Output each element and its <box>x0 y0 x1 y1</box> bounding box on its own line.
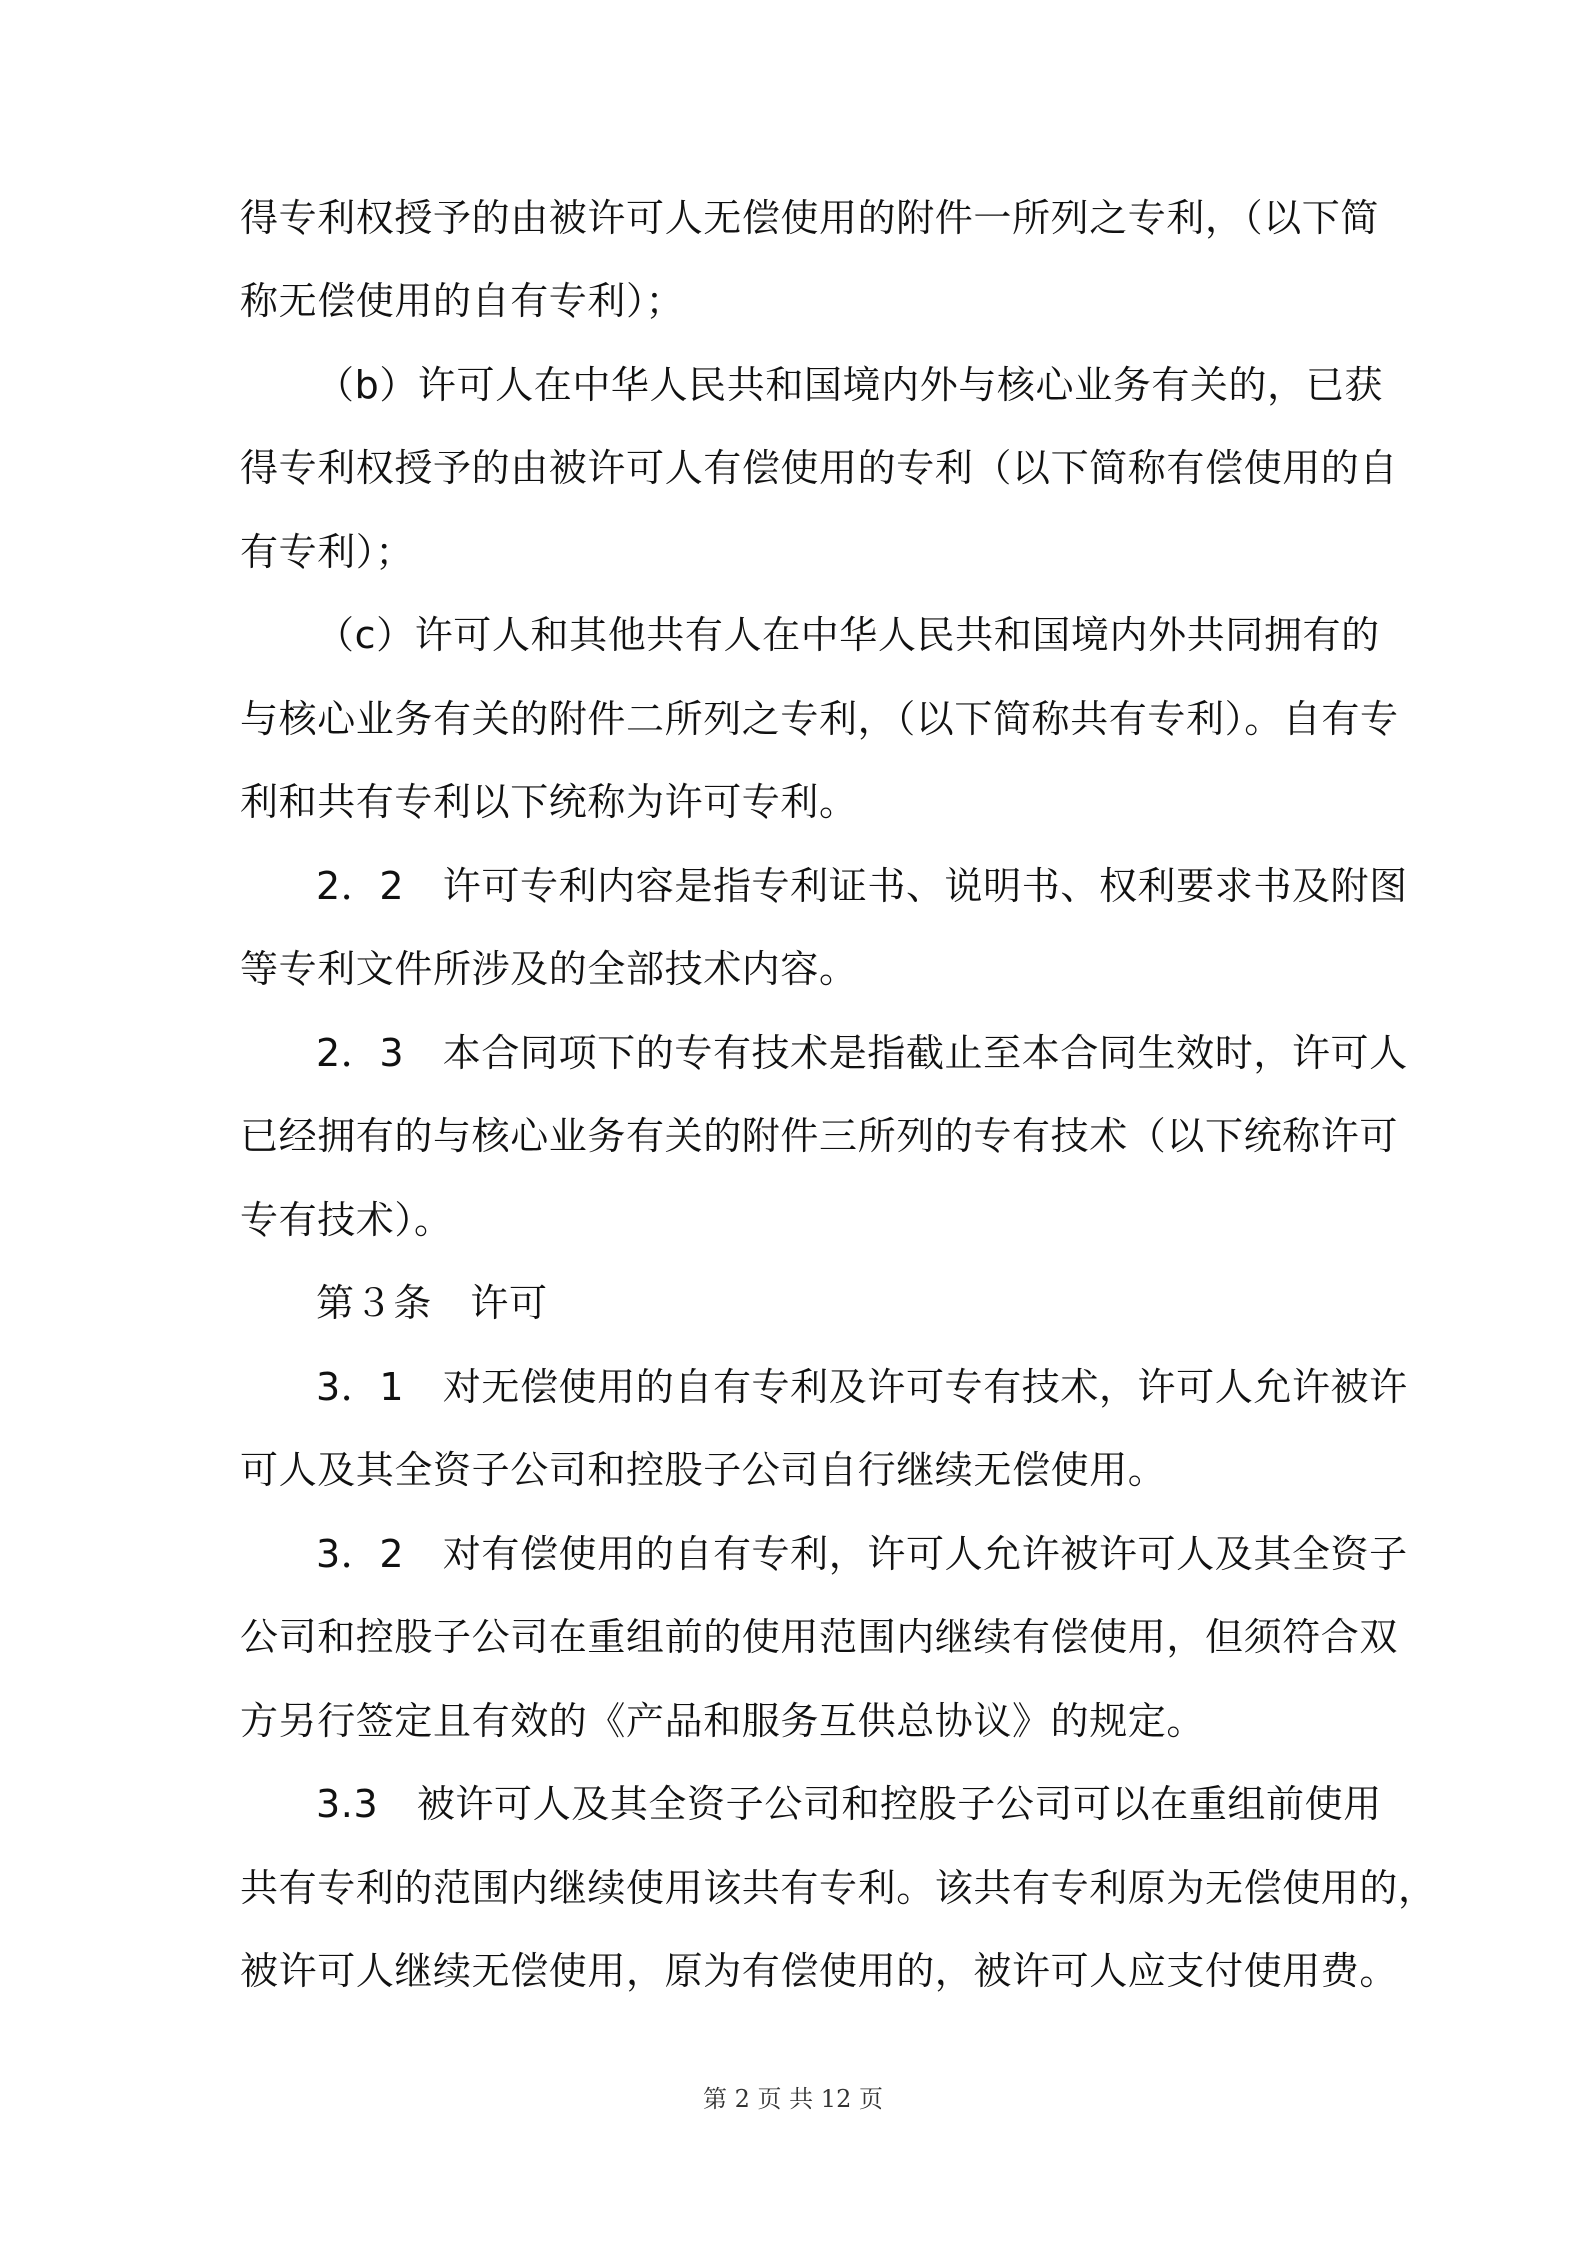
text-line: 等专利文件所涉及的全部技术内容。 <box>240 947 858 991</box>
text-line: 3．1 对无偿使用的自有专利及许可专有技术，许可人允许被许 <box>316 1365 1408 1409</box>
text-line: 与核心业务有关的附件二所列之专利，（以下简称共有专利）。自有专 <box>240 697 1399 741</box>
text-line: 共有专利的范围内继续使用该共有专利。该共有专利原为无偿使用的， <box>240 1866 1437 1910</box>
text-line: （b）许可人在中华人民共和国境内外与核心业务有关的，已获 <box>316 363 1383 407</box>
text-line: 得专利权授予的由被许可人有偿使用的专利（以下简称有偿使用的自 <box>240 446 1399 490</box>
text-line: 方另行签定且有效的《产品和服务互供总协议》的规定。 <box>240 1699 1206 1743</box>
text-line: 被许可人继续无偿使用，原为有偿使用的，被许可人应支付使用费。 <box>240 1949 1399 1993</box>
page-number-footer: 第 2 页 共 12 页 <box>703 2085 883 2113</box>
text-line: 专有技术）。 <box>240 1198 453 1242</box>
text-line: 2．3 本合同项下的专有技术是指截止至本合同生效时，许可人 <box>316 1031 1408 1075</box>
text-line: 利和共有专利以下统称为许可专利。 <box>240 780 858 824</box>
text-line: 2．2 许可专利内容是指专利证书、说明书、权利要求书及附图 <box>316 864 1408 908</box>
text-line: 已经拥有的与核心业务有关的附件三所列的专有技术（以下统称许可 <box>240 1114 1399 1158</box>
text-line: 公司和控股子公司在重组前的使用范围内继续有偿使用，但须符合双 <box>240 1615 1399 1659</box>
text-line: 得专利权授予的由被许可人无偿使用的附件一所列之专利，（以下简 <box>240 196 1380 240</box>
text-line: 有专利）； <box>240 530 415 574</box>
section-heading: 第３条 许可 <box>316 1281 548 1325</box>
text-line: （c）许可人和其他共有人在中华人民共和国境内外共同拥有的 <box>316 613 1380 657</box>
text-line: 3.3 被许可人及其全资子公司和控股子公司可以在重组前使用 <box>316 1782 1382 1826</box>
text-line: 3．2 对有偿使用的自有专利，许可人允许被许可人及其全资子 <box>316 1532 1408 1576</box>
text-line: 可人及其全资子公司和控股子公司自行继续无偿使用。 <box>240 1448 1167 1492</box>
text-line: 称无偿使用的自有专利）； <box>240 279 685 323</box>
